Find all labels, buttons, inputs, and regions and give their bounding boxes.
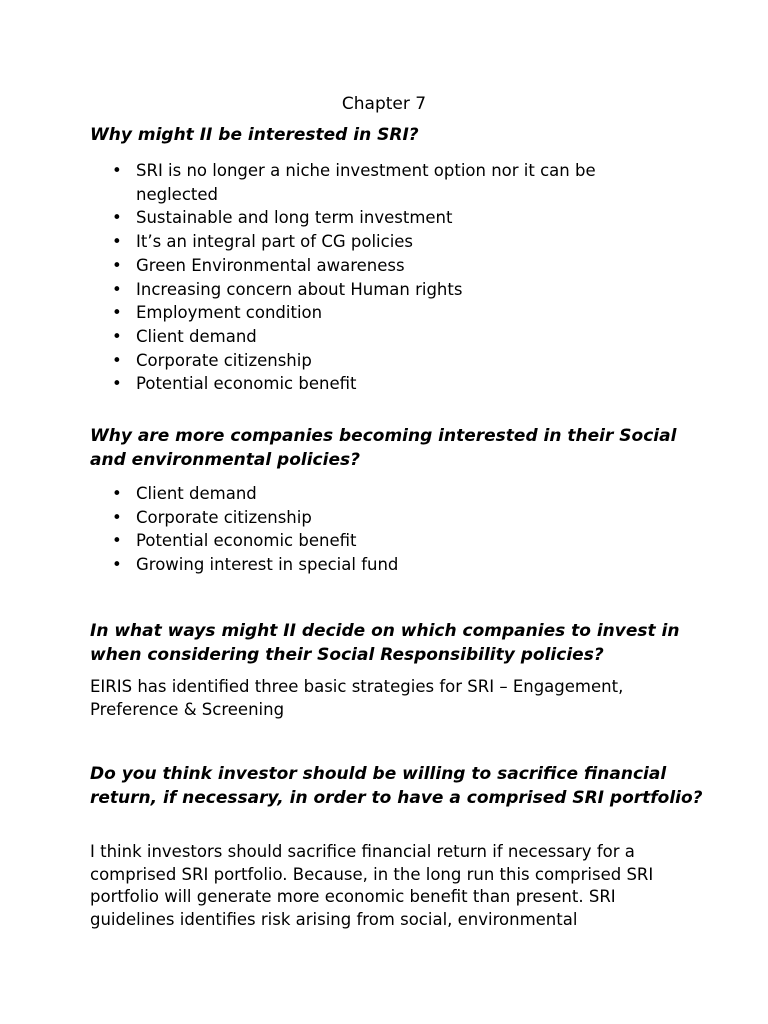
list-item-text: SRI is no longer a niche investment option nor it can be neglected — [136, 161, 596, 204]
list-item-text: Corporate citizenship — [136, 507, 312, 527]
bullet-icon: • — [112, 507, 122, 527]
chapter-title: Chapter 7 — [341, 94, 427, 114]
list-item — [90, 506, 650, 530]
list-item — [90, 230, 650, 254]
list-item-text: Green Environmental awareness — [136, 255, 405, 275]
list-item-text: Potential economic benefit — [136, 374, 357, 394]
answer-3: EIRIS has identified three basic strategies for SRI – Engagement, Preference & Screening — [90, 677, 624, 719]
list-item — [90, 159, 650, 206]
list-item — [90, 553, 650, 577]
list-item-text: Potential economic benefit — [136, 531, 357, 551]
bullet-icon: • — [112, 303, 122, 323]
list-item — [90, 349, 650, 373]
list-item-text: Client demand — [136, 326, 257, 346]
bullet-icon: • — [112, 255, 122, 275]
bullet-icon: • — [112, 484, 122, 503]
list-item — [90, 325, 650, 349]
bullet-list-1 — [90, 159, 650, 396]
bullet-list-2 — [90, 482, 650, 577]
list-item-text: Employment condition — [136, 303, 323, 323]
bullet-icon: • — [112, 326, 122, 346]
bullet-icon: • — [112, 161, 122, 180]
list-item — [90, 482, 650, 506]
list-item-text: Increasing concern about Human rights — [136, 279, 463, 299]
list-item-text: It’s an integral part of CG policies — [136, 232, 414, 252]
list-item — [90, 529, 650, 553]
list-item — [90, 278, 650, 302]
bullet-icon: • — [112, 374, 122, 394]
list-item-text: Sustainable and long term investment — [136, 208, 453, 228]
question-4: Do you think investor should be willing to sacrifice financial return, if necessary, in order to have a comprised SRI portfolio? — [90, 764, 703, 808]
list-item — [90, 372, 650, 396]
list-item-text: Client demand — [136, 484, 257, 503]
bullet-icon: • — [112, 232, 122, 252]
list-item-text: Growing interest in special fund — [136, 555, 399, 575]
list-item — [90, 254, 650, 278]
answer-4: I think investors should sacrifice financial return if necessary for a comprised SRI portfolio. Because, in the long run this comprised SRI portfolio will generate more economic benefit than present. SRI guidelines identifies risk arising from social, environmental — [90, 842, 654, 929]
list-item-text: Corporate citizenship — [136, 350, 312, 370]
question-2: Why are more companies becoming interested in their Social and environmental policies? — [90, 426, 677, 470]
list-item — [90, 301, 650, 325]
bullet-icon: • — [112, 531, 122, 551]
question-1: Why might II be interested in SRI? — [90, 125, 419, 145]
bullet-icon: • — [112, 279, 122, 299]
bullet-icon: • — [112, 350, 122, 370]
bullet-icon: • — [112, 208, 122, 228]
question-3: In what ways might II decide on which companies to invest in when considering their Social Responsibility policies? — [90, 621, 680, 665]
bullet-icon: • — [112, 555, 122, 575]
list-item — [90, 206, 650, 230]
